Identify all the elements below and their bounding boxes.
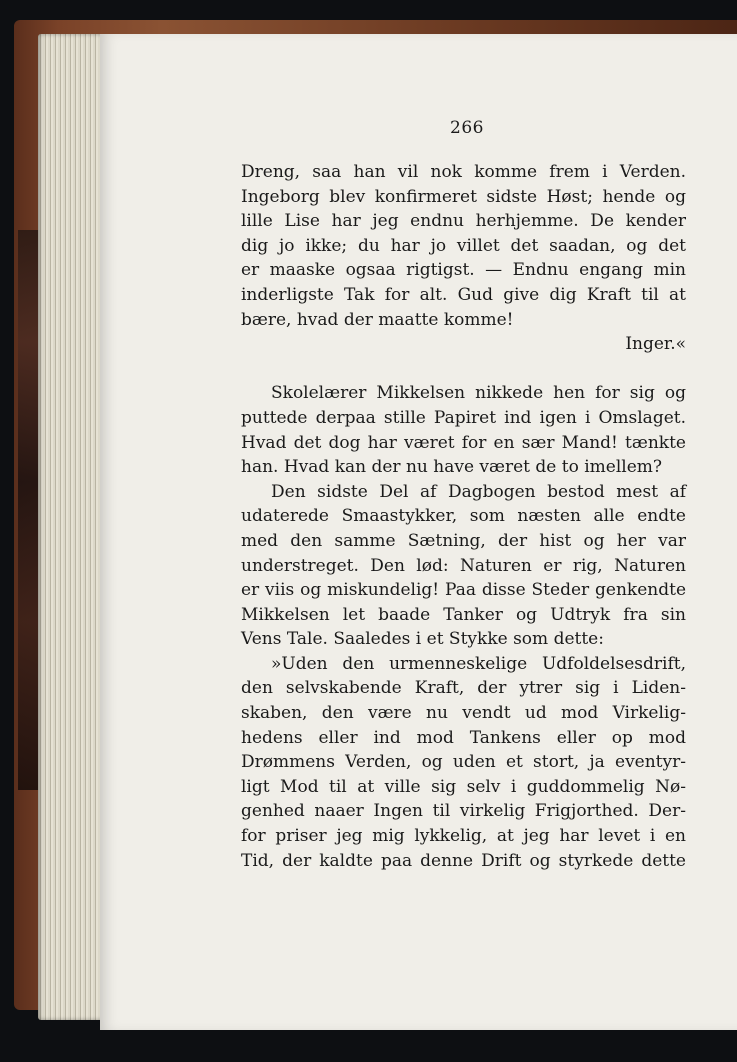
text-line: ligt Mod til at ville sig selv i guddommelig Nø- <box>241 776 686 797</box>
text-line: understreget. Den lød: Naturen er rig, Naturen <box>241 555 686 576</box>
text-line: han. Hvad kan der nu have været de to imellem? <box>241 457 663 478</box>
page-number: 266 <box>450 118 484 138</box>
text-line: hedens eller ind mod Tankens eller op mod <box>241 727 686 748</box>
text-line: puttede derpaa stille Papiret ind igen i Omslaget. <box>241 407 686 428</box>
letter-signature: Inger.« <box>625 334 686 355</box>
text-line: Den sidste Del af Dagbogen bestod mest af <box>271 481 686 502</box>
text-line: Vens Tale. Saaledes i et Stykke som dette: <box>241 629 604 650</box>
text-line: »Uden den urmenneskelige Udfoldelsesdrift, <box>271 653 686 674</box>
text-line: er viis og miskundelig! Paa disse Steder genkendte <box>241 580 686 601</box>
page-edges <box>38 34 108 1020</box>
text-line: Tid, der kaldte paa denne Drift og styrkede dette <box>241 850 686 871</box>
text-line: Drømmens Verden, og uden et stort, ja eventyr- <box>241 752 686 773</box>
text-line: lille Lise har jeg endnu herhjemme. De kender <box>241 211 686 232</box>
text-line: Ingeborg blev konfirmeret sidste Høst; hende og <box>241 186 686 207</box>
text-line: Hvad det dog har været for en sær Mand! tænkte <box>241 432 686 453</box>
text-line: for priser jeg mig lykkelig, at jeg har levet i en <box>241 826 686 847</box>
text-line: er maaske ogsaa rigtigst. — Endnu engang min <box>241 260 686 281</box>
text-line: Mikkelsen let baade Tanker og Udtryk fra sin <box>241 604 686 625</box>
text-line: inderligste Tak for alt. Gud give dig Kraft til at <box>241 284 686 305</box>
text-line: genhed naaer Ingen til virkelig Frigjorthed. Der- <box>241 801 686 822</box>
text-line: med den samme Sætning, der hist og her var <box>241 530 686 551</box>
page-text <box>241 160 686 873</box>
paragraph-gap <box>241 357 686 382</box>
text-line: skaben, den være nu vendt ud mod Virkelig- <box>241 703 686 724</box>
text-line: dig jo ikke; du har jo villet det saadan, og det <box>241 235 686 256</box>
text-line: Dreng, saa han vil nok komme frem i Verden. <box>241 162 686 182</box>
text-line: den selvskabende Kraft, der ytrer sig i Liden- <box>241 678 686 699</box>
text-line: Skolelærer Mikkelsen nikkede hen for sig og <box>271 383 686 404</box>
text-line: udaterede Smaastykker, som næsten alle endte <box>241 506 686 527</box>
text-line: bære, hvad der maatte komme! <box>241 309 514 330</box>
